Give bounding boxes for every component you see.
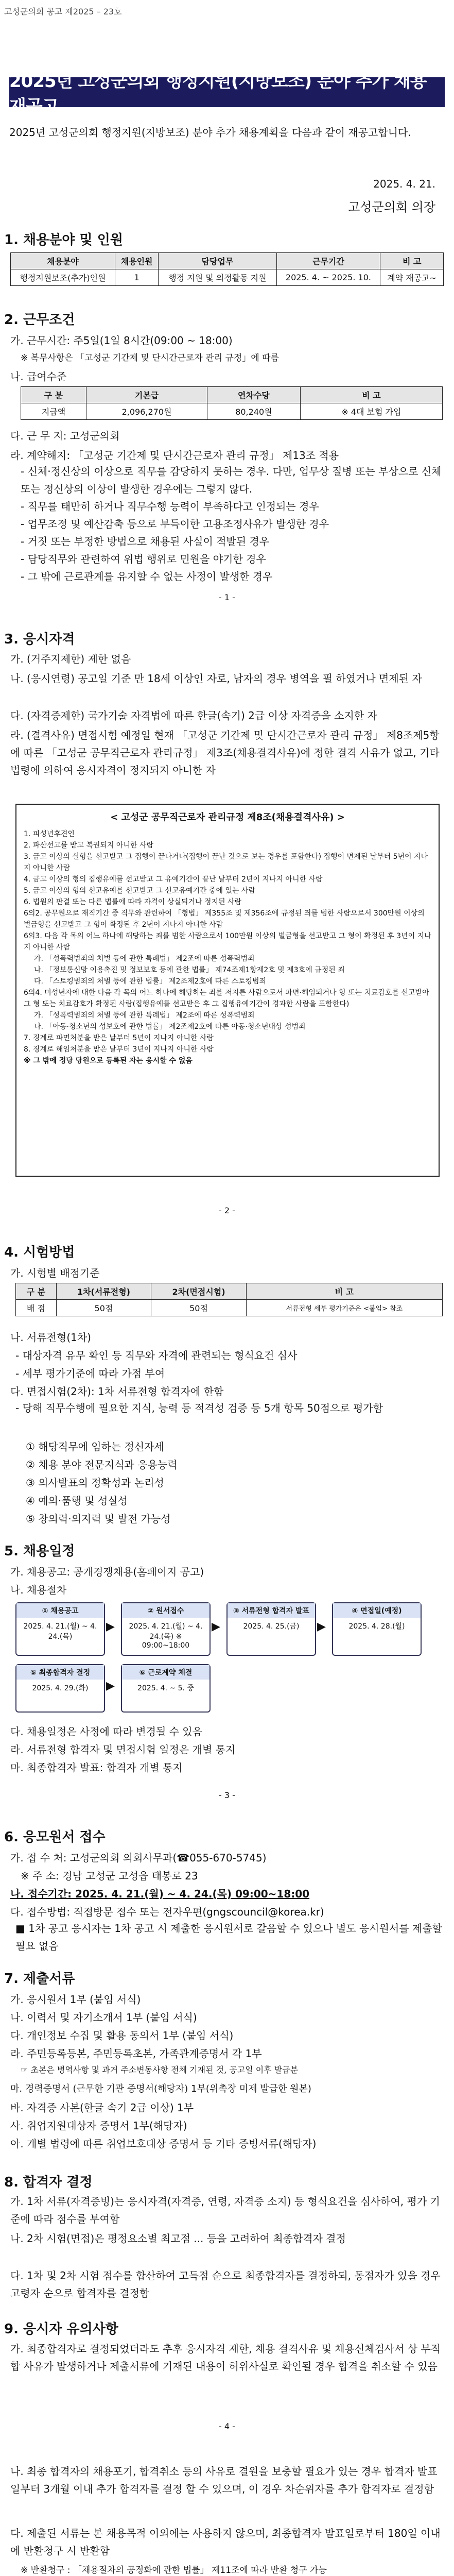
- box-item: 6의3. 다음 각 목의 어느 하나에 해당하는 죄를 범한 사람으로서 100만원 이상의 벌금형을 선고받고 그 형이 확정된 후 3년이 지나지 아니한 사람: [24, 932, 431, 952]
- signer: 고성군의회 의장: [348, 200, 435, 214]
- work-place: 다. 근 무 지: 고성군의회: [10, 430, 120, 442]
- step-date: 2025. 4. 25.(금): [243, 1622, 300, 1631]
- arrow-icon: ▶: [317, 1620, 326, 1633]
- apply-method: 다. 접수방법: 직접방문 접수 또는 전자우편(gngscouncil@korea.kr): [10, 1906, 324, 1918]
- doc-screening: 나. 서류전형(1차): [10, 1331, 91, 1344]
- score-th: 2차(면접시험): [151, 1283, 247, 1300]
- notice-date: 2025. 4. 21.: [373, 178, 435, 190]
- step-date: 2025. 4. ~ 5. 중: [137, 1684, 194, 1692]
- caution: 나. 최종 합격자의 채용포기, 합격취소 등의 사유로 결원을 보충할 필요가 있는 경우 합격자 발표일부터 3개월 이내 추가 합격자를 결정 할 수 있으며, 이 경우 차순위자를 추가 합격자로 결정함: [10, 2465, 438, 2495]
- qual-cert: 다. (자격증제한) 국가기술 자격법에 따른 한글(속기) 2급 이상 자격증을 소지한 자: [10, 709, 377, 722]
- section-3-title: 3. 응시자격: [4, 632, 75, 647]
- pay-th-note: 비 고: [300, 387, 442, 403]
- doc-list-item: 아. 개별 법령에 따른 취업보호대상 증명서 등 기타 증빙서류(해당자): [10, 2138, 317, 2150]
- qual-age: 나. (응시연령) 공고일 기준 만 18세 이상인 자로, 남자의 경우 병역을 필 하였거나 면제된 자: [10, 672, 422, 685]
- th-field: 채용분야: [11, 253, 115, 269]
- term-item: - 거짓 또는 부정한 방법으로 채용된 사실이 적발된 경우: [21, 535, 270, 548]
- doc-list-item: 다. 개인정보 수집 및 활용 동의서 1부 (붙임 서식): [10, 2029, 234, 2042]
- doc-list-item: 사. 취업지원대상자 증명서 1부(해당자): [10, 2120, 187, 2132]
- schedule-note: 마. 최종합격자 발표: 합격자 개별 통지: [10, 1761, 183, 1774]
- step-3: [226, 1602, 316, 1656]
- page-number: - 4 -: [219, 2421, 235, 2431]
- pass-rule: 나. 2차 시험(면접)은 평정요소별 최고점 ... 등을 고려하여 최종합격자 결정: [10, 2232, 346, 2245]
- score-td: 50점: [151, 1300, 247, 1316]
- th-count: 채용인원: [115, 253, 158, 269]
- section-8-title: 8. 합격자 결정: [4, 2175, 93, 2190]
- pay-td-base: 2,096,270원: [86, 403, 207, 420]
- th-note: 비 고: [380, 253, 444, 269]
- term-item: - 담당직무와 관련하여 위법 행위로 민원을 야기한 경우: [21, 553, 266, 565]
- page-number: - 1 -: [219, 592, 235, 602]
- step-date: 2025. 4. 21.(월) ~ 4. 24.(목) ※ 09:00~18:00: [129, 1622, 203, 1650]
- section-7-title: 7. 제출서류: [4, 1971, 75, 1987]
- section-4-title: 4. 시험방법: [4, 1245, 75, 1260]
- box-item: 3. 금고 이상의 실형을 선고받고 그 집행이 끝나거나(집행이 끝난 것으로 보는 경우를 포함한다) 집행이 면제된 날부터 5년이 지나지 아니한 사람: [24, 853, 428, 872]
- apply-address: ※ 주 소: 경남 고성군 고성읍 태봉로 23: [21, 1870, 198, 1882]
- interview-item: ④ 예의·품행 및 성실성: [26, 1495, 128, 1507]
- section-5-title: 5. 채용일정: [4, 1544, 75, 1559]
- disqualification-box: [15, 804, 440, 1177]
- step-date: 2025. 4. 28.(월): [348, 1622, 405, 1631]
- step-5: [15, 1664, 105, 1713]
- qual-disq: 라. (결격사유) 면접시험 예정일 현재 「고성군 기간제 및 단시간근로자 관리 규정」 제8조제5항에 따른 「고성군 공무직근로자 관리규정」 제3조(채용결격사유)에 정한 결격 사유가 없고, 기타 법령에 의하여 응시자격이 정지되지 아니한 자: [10, 729, 440, 776]
- term-item: - 업무조정 및 예산감축 등으로 부득이한 고용조정사유가 발생한 경우: [21, 518, 329, 530]
- box-item: 나. 「정보통신망 이용촉진 및 정보보호 등에 관한 법률」 제74조제1항제2호 및 제3호에 규정된 죄: [34, 966, 345, 974]
- step-label: ⑥ 근로계약 체결: [122, 1665, 209, 1680]
- box-item: 8. 징계로 해임처분을 받은 날부터 3년이 지나지 아니한 사람: [24, 1045, 214, 1054]
- schedule-note: 다. 채용일정은 사정에 따라 변경될 수 있음: [10, 1725, 202, 1738]
- step-2: [121, 1602, 211, 1656]
- caution: ※ 반환청구 : 「채용절차의 공정화에 관한 법률」 제11조에 따라 반환 청구 가능: [21, 2565, 327, 2575]
- box-item: 6의2. 공무원으로 재직기간 중 직무와 관련하여 「형법」 제355조 및 제356조에 규정된 죄를 범한 사람으로서 300만원 이상의 벌금형을 선고받고 그 형이 확정된 후 2년이 지나지 아니한 사람: [24, 909, 425, 929]
- term-item: - 직무를 태만히 하거나 직무수행 능력이 부족하다고 인정되는 경우: [21, 500, 319, 513]
- box-item: 6. 법원의 판결 또는 다른 법률에 따라 자격이 상실되거나 정지된 사람: [24, 898, 242, 906]
- page-title: 2025년 고성군의회 행정지원(지방보조) 분야 추가 채용 재공고: [9, 71, 427, 117]
- pay-table: [21, 386, 443, 420]
- termination: 라. 계약해지: 「고성군 기간제 및 단시간근로자 관리 규정」 제13조 적용: [10, 449, 339, 462]
- section-9-title: 9. 응시자 유의사항: [4, 2321, 118, 2337]
- pay-td-annual: 80,240원: [207, 403, 301, 420]
- pay-td-type: 지급액: [21, 403, 86, 420]
- step-date: 2025. 4. 29.(화): [32, 1684, 89, 1692]
- td-note: 계약 재공고~: [380, 269, 444, 286]
- apply-place: 가. 접 수 처: 고성군의회 의회사무과(☎055-670-5745): [10, 1852, 267, 1864]
- box-title: < 고성군 공무직근로자 관리규정 제8조(채용결격사유) >: [110, 812, 345, 823]
- work-hours: 가. 근무시간: 주5일(1일 8시간(09:00 ~ 18:00): [10, 334, 233, 347]
- score-td: 배 점: [16, 1300, 57, 1316]
- caution: 다. 제출된 서류는 본 채용목적 이외에는 사용하지 않으며, 최종합격자 발표일로부터 180일 이내에 반환청구 시 반환함: [10, 2527, 441, 2557]
- step-label: ⑤ 최종합격자 결정: [16, 1665, 104, 1680]
- box-item: ※ 그 밖에 정당 당원으로 등록된 자는 응시할 수 없음: [24, 1057, 193, 1065]
- work-note: ※ 복무사항은 「고성군 기간제 및 단시간근로자 관리 규정」에 따름: [21, 353, 280, 363]
- box-item: 1. 피성년후견인: [24, 830, 75, 838]
- apply-period: 나. 접수기간: 2025. 4. 21.(월) ~ 4. 24.(목) 09:00~18:00: [10, 1888, 310, 1900]
- step-label: ① 채용공고: [16, 1603, 104, 1618]
- box-item: 7. 징계로 파면처분을 받은 날부터 5년이 지나지 아니한 사람: [24, 1034, 214, 1042]
- th-period: 근무기간: [276, 253, 380, 269]
- box-item: 다. 「스토킹범죄의 처벌 등에 관한 법률」 제2조제2호에 따른 스토킹범죄: [34, 977, 267, 986]
- doc-list-item: 마. 경력증명서 (근무한 기관 증명서(해당자) 1부(위촉장 미제 발급한 원본): [10, 2083, 311, 2094]
- pass-rule: 가. 1차 서류(자격증빙)는 응시자격(자격증, 연령, 자격증 소지) 등 형식요건을 심사하여, 평가 기준에 따라 점수를 부여함: [10, 2195, 440, 2225]
- pass-rule: 다. 1차 및 2차 시험 점수를 합산하여 고득점 순으로 최종합격자를 결정하되, 동점자가 있을 경우 고령자 순으로 합격자를 결정함: [10, 2269, 441, 2299]
- pay-level: 나. 급여수준: [10, 370, 67, 383]
- box-item: 나. 「아동·청소년의 성보호에 관한 법률」 제2조제2호에 따른 아동·청소년대상 성범죄: [34, 1023, 306, 1031]
- box-item: 5. 금고 이상의 형의 선고유예를 선고받고 그 선고유예기간 중에 있는 사람: [24, 887, 256, 895]
- interview: 다. 면접시험(2차): 1차 서류전형 합격자에 한함: [10, 1385, 224, 1398]
- step-date: 2025. 4. 21.(월) ~ 4. 24.(목): [23, 1622, 97, 1641]
- section-6-title: 6. 응모원서 접수: [4, 1829, 106, 1845]
- interview-item: ① 해당직무에 임하는 정신자세: [26, 1440, 164, 1453]
- page-number: - 3 -: [219, 1790, 235, 1800]
- td-period: 2025. 4. ~ 2025. 10.: [276, 269, 380, 286]
- page-number: - 2 -: [219, 1206, 235, 1215]
- box-item: 6의4. 미성년자에 대한 다음 각 목의 어느 하나에 해당하는 죄를 저지른 사람으로서 파면·해임되거나 형 또는 치료감호를 선고받아 그 형 또는 치료감호가 확정된 사람(집행유예를 선고받은 후 그 집행유예기간이 경과한 사람을 포함한다): [24, 989, 429, 1008]
- score-td: 서류전형 세부 평가기준은 <붙임> 참조: [246, 1300, 442, 1316]
- apply-note: ■ 1차 공고 응시자는 1차 공고 시 제출한 응시원서로 갈음할 수 있으나 별도 응시원서를 제출할 필요 없음: [15, 1922, 442, 1952]
- doc-list-item: ☞ 초본은 병역사항 및 과거 주소변동사항 전체 기재된 것, 공고일 이후 발급분: [21, 2065, 299, 2075]
- term-item: - 그 밖에 근로관계를 유지할 수 없는 사정이 발생한 경우: [21, 570, 273, 583]
- arrow-icon: ▶: [106, 1680, 115, 1692]
- td-count: 1: [115, 269, 158, 286]
- box-item: 가. 「성폭력범죄의 처벌 등에 관한 특례법」 제2조에 따른 성폭력범죄: [34, 955, 255, 963]
- recruit-notice: 가. 채용공고: 공개경쟁채용(홈페이지 공고): [10, 1566, 204, 1578]
- arrow-icon: ▶: [106, 1620, 115, 1633]
- pay-td-note: ※ 4대 보험 가입: [300, 403, 442, 420]
- pay-th-annual: 연차수당: [207, 387, 301, 403]
- step-6: [121, 1664, 211, 1713]
- step-4: [332, 1602, 422, 1656]
- box-item: 4. 금고 이상의 형의 집행유예를 선고받고 그 유예기간이 끝난 날부터 2년이 지나지 아니한 사람: [24, 875, 323, 884]
- arrow-icon: ▶: [212, 1620, 220, 1633]
- interview-desc: - 당해 직무수행에 필요한 지식, 능력 등 적격성 검증 등 5개 항목 50점으로 평가함: [15, 1402, 383, 1414]
- td-duty: 행정 지원 및 의정활동 지원: [159, 269, 276, 286]
- interview-item: ⑤ 창의력·의지력 및 발전 가능성: [26, 1513, 171, 1525]
- step-label: ② 원서접수: [122, 1603, 209, 1618]
- box-item: 가. 「성폭력범죄의 처벌 등에 관한 특례법」 제2조에 따른 성폭력범죄: [34, 1011, 255, 1020]
- interview-item: ② 채용 분야 전문지식과 응용능력: [26, 1459, 178, 1471]
- doc-list-item: 라. 주민등록등본, 주민등록초본, 가족관계증명서 각 1부: [10, 2047, 262, 2060]
- qual-residence: 가. (거주지제한) 제한 없음: [10, 653, 131, 665]
- doc-list-item: 바. 자격증 사본(한글 속기 2급 이상) 1부: [10, 2102, 194, 2114]
- score-td: 50점: [56, 1300, 151, 1316]
- score-th: 구 분: [16, 1283, 57, 1300]
- step-label: ④ 면접일(예정): [333, 1603, 421, 1618]
- box-item: 2. 파산선고를 받고 복권되지 아니한 사람: [24, 841, 153, 850]
- notice-number: 고성군의회 공고 제2025 – 23호: [4, 7, 122, 16]
- recruit-process: 나. 채용절차: [10, 1584, 67, 1596]
- pay-th-base: 기본급: [86, 387, 207, 403]
- th-duty: 담당업무: [159, 253, 276, 269]
- term-item: - 신체·정신상의 이상으로 직무를 감당하지 못하는 경우. 다만, 업무상 질병 또는 부상으로 신체 또는 정신상의 이상이 발생한 경우에는 그렇지 않다.: [21, 465, 442, 495]
- doc-item: - 세부 평가기준에 따라 가점 부여: [15, 1367, 165, 1380]
- intro-text: 2025년 고성군의회 행정지원(지방보조) 분야 추가 채용계획을 다음과 같이 재공고합니다.: [9, 126, 411, 139]
- caution: 가. 최종합격자로 결정되었더라도 추후 응시자격 제한, 채용 결격사유 및 채용신체검사서 상 부적합 사유가 발생하거나 제출서류에 기재된 내용이 허위사실로 확인될 경우 합격을 취소할 수 있음: [10, 2343, 441, 2372]
- score-table: [15, 1283, 443, 1316]
- doc-item: - 대상자격 유무 확인 등 직무와 자격에 관련되는 형식요건 심사: [15, 1349, 298, 1362]
- doc-list-item: 가. 응시원서 1부 (붙임 서식): [10, 1993, 141, 2006]
- pay-th-type: 구 분: [21, 387, 86, 403]
- score-th: 1차(서류전형): [56, 1283, 151, 1300]
- title-banner: [9, 71, 445, 117]
- score-th: 비 고: [246, 1283, 442, 1300]
- td-field: 행정지원보조(추가)인원: [11, 269, 115, 286]
- doc-list-item: 나. 이력서 및 자기소개서 1부 (붙임 서식): [10, 2011, 197, 2024]
- section-2-title: 2. 근무조건: [4, 312, 75, 328]
- step-1: [15, 1602, 105, 1656]
- section-1-title: 1. 채용분야 및 인원: [4, 232, 123, 248]
- score-criteria: 가. 시험별 배점기준: [10, 1267, 100, 1279]
- interview-item: ③ 의사발표의 정확성과 논리성: [26, 1477, 164, 1489]
- recruit-table: [10, 252, 444, 286]
- schedule-note: 라. 서류전형 합격자 및 면접시험 일정은 개별 통지: [10, 1743, 236, 1756]
- step-label: ③ 서류전형 합격자 발표: [228, 1603, 315, 1618]
